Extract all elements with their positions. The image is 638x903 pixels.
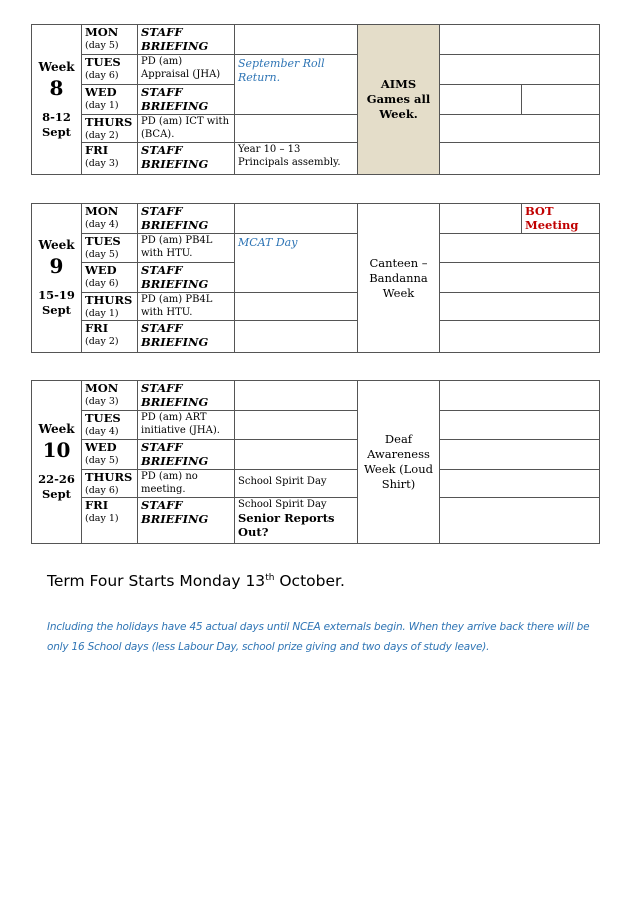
extra-cell (235, 204, 358, 234)
item-cell (138, 411, 235, 440)
day-cycle: (day 2) (85, 130, 119, 141)
empty-cell (440, 55, 600, 85)
week-label-cell (32, 25, 82, 175)
day-cell (82, 411, 138, 440)
week-dates-line2: Sept (42, 303, 71, 317)
week-number: 10 (42, 438, 71, 462)
day-name: FRI (85, 143, 109, 157)
day-name: THURS (85, 115, 133, 129)
empty-cell (440, 204, 522, 234)
extra-cell (235, 470, 358, 498)
week-dates-line1: 8-12 (42, 109, 71, 124)
extra-cell (235, 234, 358, 293)
week-dates-line2: Sept (42, 124, 71, 139)
empty-cell (440, 85, 522, 115)
day-cycle: (day 4) (85, 426, 119, 437)
pd-note: PD (am) ART initiative (JHA). (141, 412, 220, 436)
staff-briefing: STAFF BRIEFING (141, 498, 209, 526)
day-cell (82, 498, 138, 544)
day-name: MON (85, 381, 119, 395)
pd-note: PD (am) Appraisal (JHA) (141, 56, 221, 80)
senior-reports-note: Senior Reports Out? (238, 511, 335, 539)
week-label: Week (38, 238, 75, 252)
roll-return-note: September Roll Return. (238, 57, 325, 84)
day-name: TUES (85, 55, 121, 69)
side-note-cell (522, 204, 600, 234)
pd-note: PD (am) no meeting. (141, 471, 198, 495)
item-cell (138, 321, 235, 353)
week-number: 8 (49, 75, 64, 100)
heading-pre: Term Four Starts Monday 13 (47, 572, 266, 590)
event-cell (358, 381, 440, 544)
item-cell (138, 25, 235, 55)
day-name: FRI (85, 498, 109, 512)
empty-cell (440, 143, 600, 175)
event-text: AIMS Games all Week. (366, 77, 431, 121)
day-name: WED (85, 85, 117, 99)
item-cell (138, 293, 235, 321)
day-cycle: (day 5) (85, 249, 119, 260)
item-cell (138, 204, 235, 234)
day-name: MON (85, 25, 119, 39)
extra-cell (235, 25, 358, 55)
week-8-table (31, 24, 600, 175)
extra-cell (235, 440, 358, 470)
staff-briefing: STAFF BRIEFING (141, 25, 209, 53)
mcat-day-note: MCAT Day (238, 236, 298, 249)
day-cycle: (day 6) (85, 485, 119, 496)
day-cycle: (day 1) (85, 308, 119, 319)
day-name: THURS (85, 293, 133, 307)
empty-cell (522, 85, 600, 115)
day-cell (82, 293, 138, 321)
empty-cell (440, 263, 600, 293)
day-name: TUES (85, 411, 121, 425)
staff-briefing: STAFF BRIEFING (141, 85, 209, 113)
week-10-table (31, 380, 600, 544)
empty-cell (440, 293, 600, 321)
week-label: Week (38, 422, 75, 436)
day-cell (82, 381, 138, 411)
event-cell (358, 25, 440, 175)
day-cell (82, 115, 138, 143)
day-cell (82, 263, 138, 293)
day-cell (82, 25, 138, 55)
extra-cell (235, 293, 358, 321)
day-cycle: (day 2) (85, 336, 119, 347)
day-cell (82, 204, 138, 234)
empty-cell (440, 470, 600, 498)
day-cycle: (day 6) (85, 278, 119, 289)
staff-briefing: STAFF BRIEFING (141, 143, 209, 171)
item-cell (138, 440, 235, 470)
pd-note: PD (am) PB4L with HTU. (141, 294, 213, 318)
day-cell (82, 143, 138, 175)
staff-briefing: STAFF BRIEFING (141, 321, 209, 349)
event-text: Canteen – Bandanna Week (369, 255, 428, 300)
extra-cell (235, 498, 358, 544)
extra-cell (235, 321, 358, 353)
item-cell (138, 263, 235, 293)
day-name: THURS (85, 470, 133, 484)
item-cell (138, 55, 235, 85)
extra-cell (235, 381, 358, 411)
event-text: Deaf Awareness Week (Loud Shirt) (364, 432, 433, 491)
day-cycle: (day 1) (85, 100, 119, 111)
item-cell (138, 498, 235, 544)
day-cell (82, 55, 138, 85)
day-cycle: (day 4) (85, 219, 119, 230)
item-cell (138, 143, 235, 175)
day-cell (82, 321, 138, 353)
day-cycle: (day 3) (85, 158, 119, 169)
week-label-cell (32, 204, 82, 353)
pd-note: PD (am) ICT with (BCA). (141, 116, 230, 140)
day-name: TUES (85, 234, 121, 248)
day-cell (82, 85, 138, 115)
day-name: WED (85, 440, 117, 454)
heading-post: October. (274, 572, 345, 590)
item-cell (138, 85, 235, 115)
empty-cell (440, 234, 600, 263)
day-cycle: (day 6) (85, 70, 119, 81)
empty-cell (440, 381, 600, 411)
assembly-note: Year 10 – 13 Principals assembly. (238, 144, 341, 168)
week-dates-line1: 15-19 (38, 288, 75, 302)
holiday-note: Including the holidays have 45 actual days until NCEA externals begin. When they arrive back there will be only 16 School days (less Labour Day, school prize giving and two days of study leave). (47, 621, 590, 653)
staff-briefing: STAFF BRIEFING (141, 440, 209, 468)
day-cycle: (day 5) (85, 455, 119, 466)
staff-briefing: STAFF BRIEFING (141, 204, 209, 232)
item-cell (138, 470, 235, 498)
pd-note: PD (am) PB4L with HTU. (141, 235, 213, 259)
empty-cell (440, 321, 600, 353)
week-number: 9 (49, 254, 64, 278)
empty-cell (440, 115, 600, 143)
item-cell (138, 234, 235, 263)
week-label-cell (32, 381, 82, 544)
empty-cell (440, 440, 600, 470)
extra-cell (235, 143, 358, 175)
week-9-table (31, 203, 600, 353)
day-cycle: (day 5) (85, 40, 119, 51)
extra-cell (235, 55, 358, 115)
day-name: FRI (85, 321, 109, 335)
week-label: Week (38, 59, 75, 74)
empty-cell (440, 25, 600, 55)
event-cell (358, 204, 440, 353)
extra-cell (235, 411, 358, 440)
day-cell (82, 234, 138, 263)
day-name: MON (85, 204, 119, 218)
item-cell (138, 115, 235, 143)
day-cycle: (day 3) (85, 396, 119, 407)
day-cell (82, 440, 138, 470)
heading-sup: th (265, 572, 275, 583)
day-cycle: (day 1) (85, 513, 119, 524)
day-cell (82, 470, 138, 498)
bot-meeting-note: BOT Meeting (525, 204, 579, 232)
spirit-day-note: School Spirit Day (238, 476, 327, 487)
day-name: WED (85, 263, 117, 277)
staff-briefing: STAFF BRIEFING (141, 263, 209, 291)
empty-cell (440, 498, 600, 544)
item-cell (138, 381, 235, 411)
week-dates-line1: 22-26 (38, 472, 75, 486)
week-dates-line2: Sept (42, 487, 71, 501)
staff-briefing: STAFF BRIEFING (141, 381, 209, 409)
extra-cell (235, 115, 358, 143)
empty-cell (440, 411, 600, 440)
term-four-heading (47, 572, 345, 590)
spirit-day-note: School Spirit Day (238, 499, 327, 510)
